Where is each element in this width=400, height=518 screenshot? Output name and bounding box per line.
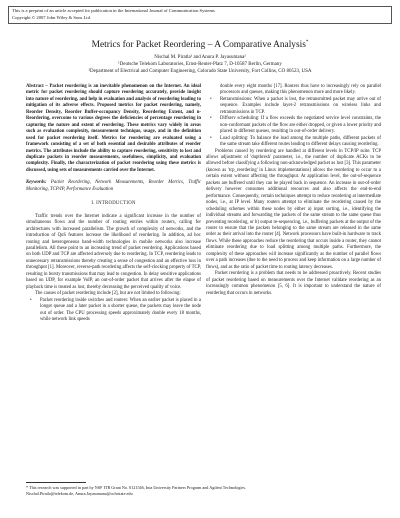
right-column — [206, 84, 381, 297]
author-block — [0, 55, 400, 75]
keywords-label: Keywords: — [26, 180, 47, 186]
section-heading-introduction: I. INTRODUCTION — [91, 201, 136, 207]
list-item: • Packet reordering inside switches and routers: When an earlier packet is placed in a longer queue and a later packet in a shorter queue, the packets may leave the node out of order. The CPU processing speeds approximately double every 18 months, while network link speeds — [36, 298, 201, 324]
list-item: • Retransmissions: When a packet is lost, the retransmitted packet may arrive out of sequence. Examples include layer-2 retransmissions on wireless links and retransmissions in TCP. — [216, 97, 381, 116]
footnote-divider — [26, 482, 86, 483]
paper-title-text: Metrics for Packet Reordering – A Comparative Analysis — [91, 40, 306, 51]
footnote-funding: * This research was supported in part by NSF ITR Grant No. 0121546, Inia University Partners Program and Agilent Technologies. — [26, 485, 247, 490]
footnote-emails: Nischal.Piratla@telekom.de, Anura.Jayasumana@colostate.edu — [26, 490, 133, 496]
causes-list — [26, 298, 201, 324]
body-paragraph-3: Problems caused by reordering are handled at different levels in TCP/IP suite. TCP allows adjustment of 'dupthresh' parameter, i.e., the number of duplicate ACKs to be allowed before classifying a following non-acknowledged packet as lost [3]. This parameter (known as 'tcp_reordering' in Linux implementations) allows the reordering to occur to a certain extent without affecting the throughput. At application level, the out-of-sequence packets are buffered until they can be played back in sequence. An increase in out-of-order delivery however consumes additional resources and also affects the end-to-end performance. Consequently, certain techniques attempt to reduce reordering at intermediate nodes, i.e., at IP level. Many routers attempt to eliminate the reordering caused by the scheduling schemes within these nodes by either a) input sorting, i.e., identifying the individual streams and forwarding the packets of the same stream to the same queue thus preventing reordering, or b) output re-sequencing, i.e., buffering packets at the output of the router to ensure that the packets belonging to the same stream are released in the same order as their arrival into the router [4]. Network processors have built-in hardware to track flows. While these approaches reduce the reordering that occurs inside a router, they cannot eliminate reordering due to load splitting among multiple paths. Furthermore, the complexity of these approaches will increase significantly as the number of parallel flows over a path increases (due to the need to process and keep information on a large number of flows), and as the ratio of packet time to routing latency decreases. — [206, 148, 381, 270]
copyright-line: Copyright © 2007 John Wiley & Sons Ltd. — [12, 14, 92, 20]
left-column — [26, 84, 201, 323]
affiliation-1: ¹Deutsche Telekom Laboratories, Ernst-Reuter-Platz 7, D-10587 Berlin, Germany — [118, 61, 282, 67]
affiliation-2: ²Department of Electrical and Computer Engineering, Colorado State University, Fort Collins, CO 80523, USA — [88, 68, 312, 74]
list-item: • Diffserv scheduling: If a flow exceeds the negotiated service level constraints, the non-conformant packets of the flow are either dropped, or given a lower priority and placed in different queues, resulting in out-of-order delivery. — [216, 116, 381, 135]
author-names: Nischal M. Piratla¹ and Anura P. Jayasumana² — [154, 55, 246, 60]
list-item-continuation: double every eight months [17]. Routers thus have to increasingly rely on parallel processors and queues, making this phenomenon more and more likely. — [220, 84, 381, 96]
body-paragraph-4: Packet reordering is a problem that needs to be addressed proactively. Recent studies of packet reordering based on measurements over the Internet validate reordering as an increasingly common phenomenon [5, 6]. It is important to understand the nature of reordering that occurs in networks. — [206, 271, 381, 296]
intro-paragraph-1: Traffic trends over the Internet indicate a significant increase in the number of simultaneous flows and the number of routing entries within routers, calling for architectures with increased parallelism. The growth of complexity of networks, and the introduction of QoS features increase the likelihood of reordering. In addition, ad hoc routing and heterogeneous band-width technologies in mobile networks also increase parallelism. All these point to an increasing trend of packet reordering. Applications based on both UDP and TCP are affected adversely due to reordering. In TCP, reordering leads to unnecessary retransmissions thereby creating a sense of congestion and an effective loss in throughput [1]. Moreover, reverse-path reordering affects the self-clocking property of TCP, resulting in bursty transmissions that may lead to congestion. In delay sensitive applications based on UDP, for example VoIP, an out-of-order packet that arrives after the elapse of playback time is treated as lost, thereby decreasing the perceived quality of voice. — [26, 213, 201, 290]
paper-title — [0, 37, 400, 51]
keywords — [26, 180, 201, 193]
keywords-text: Packet Reordering, Network Measurements, Reorder Metrics, Traffic Monitoring, TCP/IP, Performance Evaluation — [26, 180, 201, 192]
preprint-notice-line: This is a preprint of an article accepted for publication in the International Journal of Communication Systems — [12, 8, 215, 13]
causes-list-continued — [206, 97, 381, 149]
intro-paragraph-2: The causes of packet reordering include [2], but are not limited to following: — [35, 291, 181, 297]
preprint-notice-box — [8, 6, 392, 24]
abstract: Abstract – Packet reordering is an inevitable phenomenon on the Internet. An ideal metric for packet reordering should capture reordering accurately, provide insight into nature of reordering, and help in evaluation and analysis of reordering leading to mitigation of its adverse effects. Proposed metrics for packet reordering, namely, Reorder Density, Reorder Buffer-occupancy Density, Reordering Extent, and n-Reordering, overcome to various degrees the deficiencies of percentage reordering in capturing the nature and extent of reordering. These metrics vary widely in areas such as evaluation complexity, measurement technique, usage, and in the definition used for packet reordering itself. Metrics for reordering are evaluated using a framework consisting of a set of both essential and desirable attributes of reorder metrics. The attributes include the ability to capture reordering, sensitivity to lost and duplicate packets in reorder measurements, usefulness, simplicity, and evaluation complexity. Finally, the characterization of packet reordering using these metrics is discussed, using sets of measurements carried over the Internet. — [26, 84, 201, 173]
list-item: • Load splitting: To balance the load among the multiple paths, different packets of the same stream take different routes leading to different delays causing reordering. — [216, 136, 381, 149]
title-footnote-mark: * — [305, 40, 309, 45]
footnote — [26, 485, 247, 496]
